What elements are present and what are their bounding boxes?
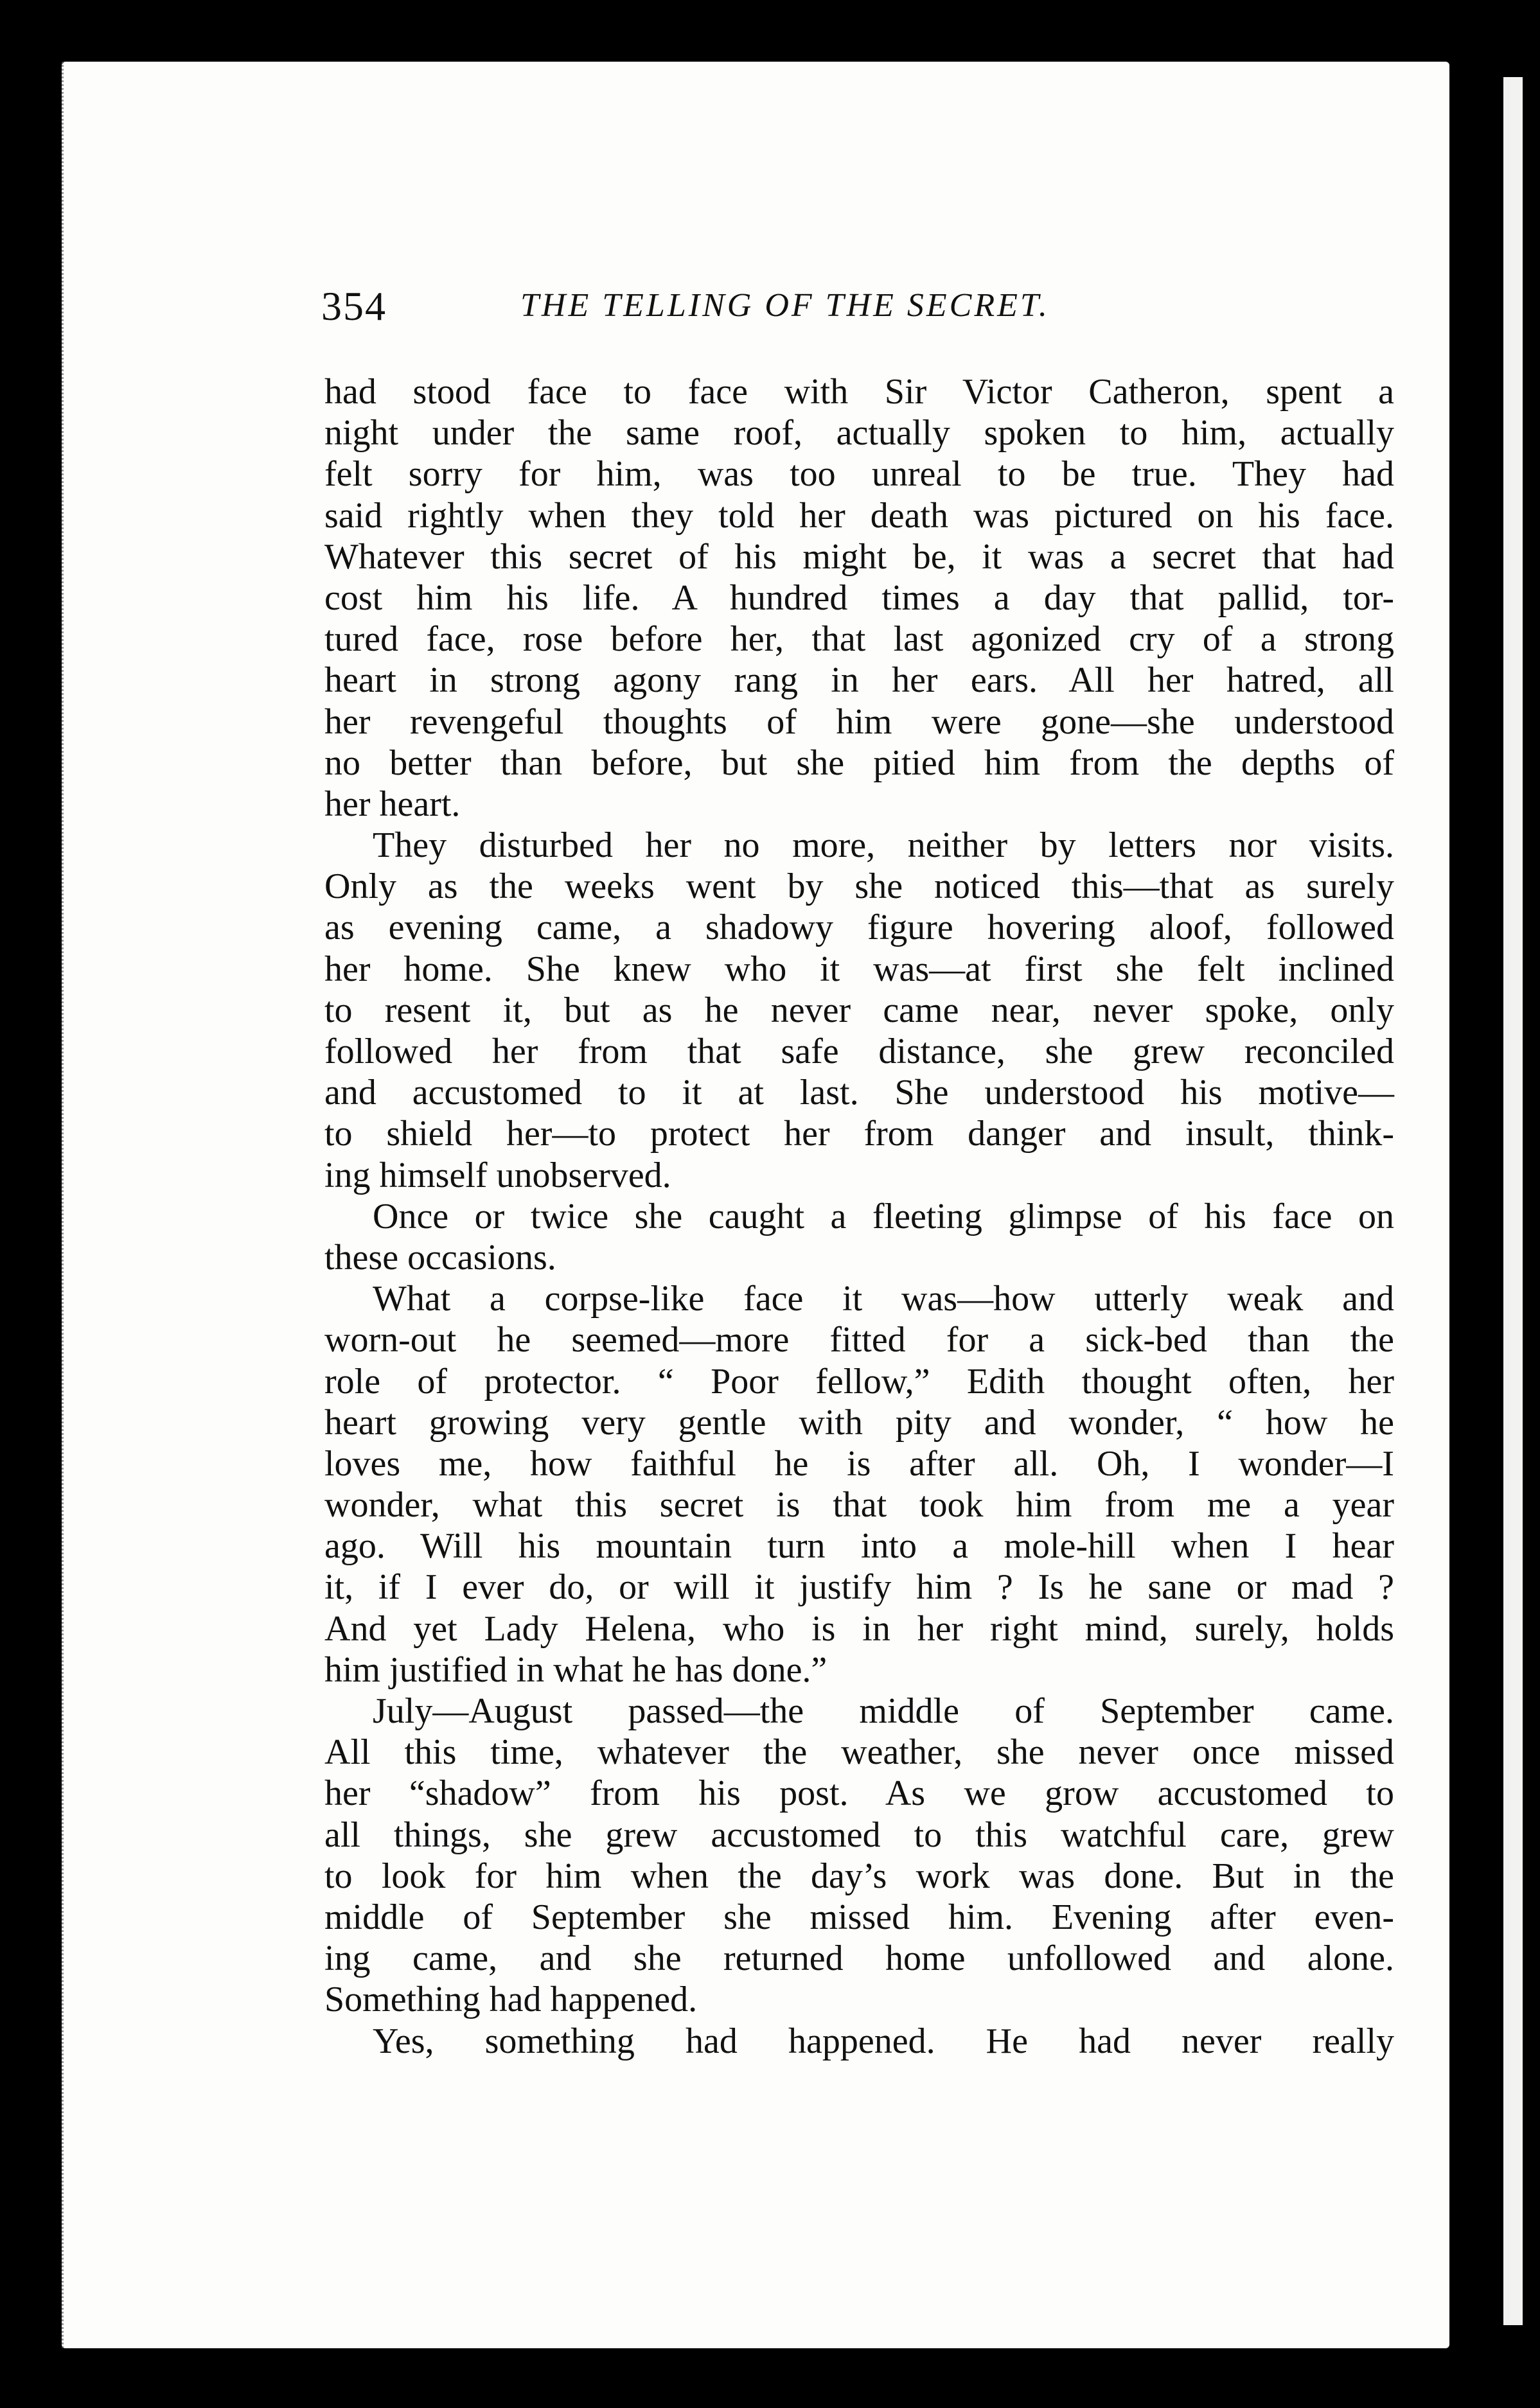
text-line: ago. Will his mountain turn into a mole-hill when I hear [324,1526,1394,1567]
text-line: had stood face to face with Sir Victor Catheron, spent a [324,372,1394,412]
text-line: her “shadow” from his post. As we grow accustomed to [324,1773,1394,1814]
text-line: worn-out he seemed—more fitted for a sick-bed than the [324,1320,1394,1360]
text-line: no better than before, but she pitied him from the depths of [324,743,1394,783]
text-line: and accustomed to it at last. She understood his motive— [324,1073,1394,1113]
text-line: And yet Lady Helena, who is in her right mind, surely, holds [324,1608,1394,1649]
page-number: 354 [321,283,387,329]
text-line: these occasions. [324,1237,556,1278]
text-line: Once or twice she caught a fleeting glimpse of his face on [373,1196,1394,1236]
page-header [321,283,1413,334]
text-line: her revengeful thoughts of him were gone—she understood [324,701,1394,742]
text-line: cost him his life. A hundred times a day that pallid, tor- [324,577,1394,618]
text-line: Only as the weeks went by she noticed this—that as surely [324,866,1394,907]
text-line: as evening came, a shadowy figure hovering aloof, followed [324,908,1394,948]
text-line: her home. She knew who it was—at first she felt inclined [324,949,1394,989]
text-line: to look for him when the day’s work was done. But in the [324,1856,1394,1896]
text-line: followed her from that safe distance, she grew reconciled [324,1032,1394,1071]
adjacent-page-edge [1503,77,1523,2325]
text-line: role of protector. “ Poor fellow,” Edith thought often, her [324,1361,1394,1402]
text-line: wonder, what this secret is that took him from me a year [324,1485,1394,1525]
text-line: her heart. [324,784,461,824]
text-line: to shield her—to protect her from danger and insult, think- [324,1114,1394,1154]
binding-edge [62,62,102,2348]
text-line: it, if I ever do, or will it justify him ? Is he sane or mad ? [324,1567,1394,1608]
text-line: tured face, rose before her, that last agonized cry of a strong [324,619,1394,660]
text-line: All this time, whatever the weather, she never once missed [324,1732,1394,1773]
text-line: middle of September she missed him. Evening after even- [324,1897,1394,1937]
text-line: all things, she grew accustomed to this watchful care, grew [324,1815,1394,1855]
text-line: to resent it, but as he never came near, never spoke, only [324,990,1394,1030]
text-line: felt sorry for him, was too unreal to be true. They had [324,454,1394,495]
text-line: said rightly when they told her death was pictured on his face. [324,495,1394,536]
body-text [324,371,1394,2062]
text-line: night under the same roof, actually spoken to him, actually [324,413,1394,453]
text-line: July—August passed—the middle of September came. [373,1691,1394,1731]
text-line: What a corpse-like face it was—how utterly weak and [373,1279,1394,1319]
text-line: Yes, something had happened. He had never really [373,2021,1394,2061]
running-head: THE TELLING OF THE SECRET. [520,287,1050,324]
text-line: They disturbed her no more, neither by letters nor visits. [373,825,1394,866]
text-line: loves me, how faithful he is after all. Oh, I wonder—I [324,1443,1394,1484]
text-line: ing came, and she returned home unfollowed and alone. [324,1938,1394,1979]
text-line: him justified in what he has done.” [324,1649,828,1690]
text-line: Something had happened. [324,1980,698,2020]
text-line: ing himself unobserved. [324,1155,671,1195]
text-line: Whatever this secret of his might be, it was a secret that had [324,536,1394,577]
text-line: heart in strong agony rang in her ears. All her hatred, all [324,660,1394,701]
text-line: heart growing very gentle with pity and wonder, “ how he [324,1402,1394,1443]
